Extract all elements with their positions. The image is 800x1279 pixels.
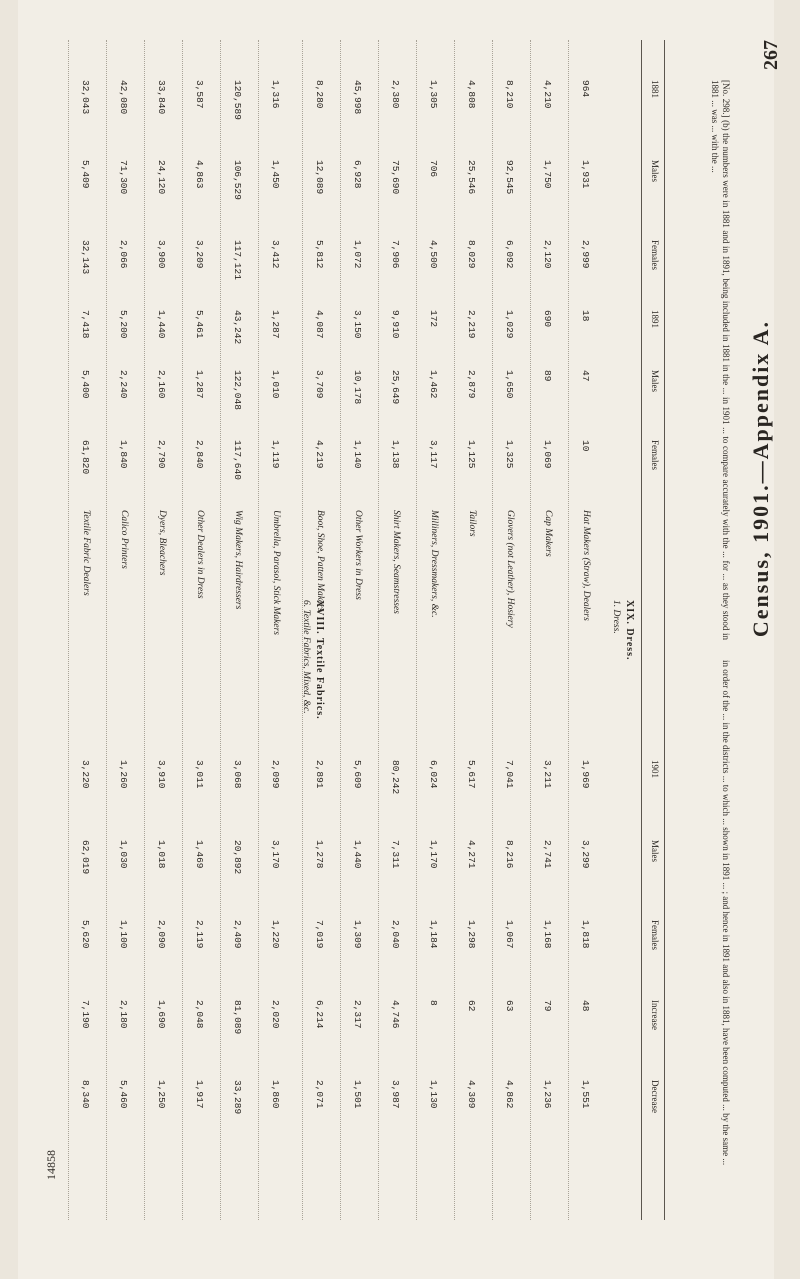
column-header: Females xyxy=(650,240,660,270)
row-label: Umbrella, Parasol, Stick Makers xyxy=(271,510,281,635)
table-cell: 3,709 xyxy=(314,370,325,399)
table-cell: 4,210 xyxy=(542,80,553,109)
table-cell: 6,928 xyxy=(352,160,363,189)
row-label: Tailors xyxy=(467,510,477,537)
table-cell: 690 xyxy=(542,310,553,328)
table-cell: 8,340 xyxy=(80,1080,91,1109)
table-cell: 1,029 xyxy=(504,310,515,339)
row-label: Textile Fabric Dealers xyxy=(81,510,91,596)
table-cell: 5,617 xyxy=(466,760,477,789)
table-cell: 43,242 xyxy=(232,310,243,345)
row-divider xyxy=(530,40,531,1220)
subsection-title-textiles: 6. Textile Fabrics, Mixed, &c. xyxy=(301,600,311,714)
column-header: Males xyxy=(650,160,660,182)
table-cell: 2,380 xyxy=(390,80,401,109)
table-cell: 706 xyxy=(428,160,439,178)
row-divider xyxy=(144,40,145,1220)
footer-number: 14858 xyxy=(44,1150,58,1180)
column-header-row xyxy=(641,40,665,1220)
table-cell: 20,892 xyxy=(232,840,243,875)
table-cell: 63 xyxy=(504,1000,515,1012)
row-label: Glovers (not Leather), Hosiery xyxy=(505,510,515,628)
table-cell: 2,040 xyxy=(390,920,401,949)
row-label: Dyers, Bleachers xyxy=(157,510,167,576)
table-cell: 3,587 xyxy=(194,80,205,109)
table-cell: 1,440 xyxy=(156,310,167,339)
table-cell: 1,278 xyxy=(314,840,325,869)
table-cell: 2,219 xyxy=(466,310,477,339)
table-cell: 1,287 xyxy=(194,370,205,399)
table-cell: 1,309 xyxy=(352,920,363,949)
table-cell: 79 xyxy=(542,1000,553,1012)
table-cell: 1,125 xyxy=(466,440,477,469)
row-divider xyxy=(220,40,221,1220)
table-cell: 10,178 xyxy=(352,370,363,405)
table-cell: 8,280 xyxy=(314,80,325,109)
table-cell: 4,808 xyxy=(466,80,477,109)
table-cell: 81,089 xyxy=(232,1000,243,1035)
table-cell: 3,900 xyxy=(156,240,167,269)
row-divider xyxy=(340,40,341,1220)
table-cell: 3,209 xyxy=(194,240,205,269)
table-cell: 1,840 xyxy=(118,440,129,469)
table-cell: 2,020 xyxy=(270,1000,281,1029)
column-header: Decrease xyxy=(650,1080,660,1113)
table-cell: 2,119 xyxy=(194,920,205,949)
table-cell: 3,117 xyxy=(428,440,439,469)
table-cell: 2,790 xyxy=(156,440,167,469)
table-cell: 6,024 xyxy=(428,760,439,789)
right-margin xyxy=(774,0,800,1279)
table-cell: 9,910 xyxy=(390,310,401,339)
table-cell: 32,143 xyxy=(80,240,91,275)
table-cell: 1,072 xyxy=(352,240,363,269)
row-divider xyxy=(258,40,259,1220)
table-cell: 4,862 xyxy=(504,1080,515,1109)
left-margin xyxy=(0,0,18,1279)
table-cell: 4,500 xyxy=(428,240,439,269)
table-cell: 2,180 xyxy=(118,1000,129,1029)
row-label: Calico Printers xyxy=(119,510,129,569)
table-cell: 120,589 xyxy=(232,80,243,120)
table-cell: 2,999 xyxy=(580,240,591,269)
table-cell: 964 xyxy=(580,80,591,98)
table-cell: 5,400 xyxy=(80,370,91,399)
table-cell: 25,649 xyxy=(390,370,401,405)
row-divider xyxy=(182,40,183,1220)
table-cell: 12,089 xyxy=(314,160,325,195)
table-cell: 1,462 xyxy=(428,370,439,399)
table-cell: 1,119 xyxy=(270,440,281,469)
table-cell: 3,170 xyxy=(270,840,281,869)
table-cell: 1,260 xyxy=(118,760,129,789)
table-cell: 1,551 xyxy=(580,1080,591,1109)
row-label: Other Workers in Dress xyxy=(353,510,363,600)
table-cell: 7,190 xyxy=(80,1000,91,1029)
table-cell: 2,090 xyxy=(156,920,167,949)
row-divider xyxy=(68,40,69,1220)
table-cell: 6,092 xyxy=(504,240,515,269)
table-cell: 3,150 xyxy=(352,310,363,339)
table-cell: 1,305 xyxy=(428,80,439,109)
table-cell: 25,546 xyxy=(466,160,477,195)
page-number: 267 xyxy=(760,40,782,70)
page-title: Census, 1901.—Appendix A. xyxy=(748,320,773,638)
row-divider xyxy=(454,40,455,1220)
table-cell: 5,812 xyxy=(314,240,325,269)
table-cell: 48 xyxy=(580,1000,591,1012)
row-divider xyxy=(378,40,379,1220)
table-cell: 2,840 xyxy=(194,440,205,469)
row-label: Other Dealers in Dress xyxy=(195,510,205,599)
row-divider xyxy=(106,40,107,1220)
table-cell: 2,099 xyxy=(270,760,281,789)
table-cell: 92,545 xyxy=(504,160,515,195)
table-cell: 42,080 xyxy=(118,80,129,115)
table-cell: 1,170 xyxy=(428,840,439,869)
table-cell: 1,501 xyxy=(352,1080,363,1109)
table-cell: 1,010 xyxy=(270,370,281,399)
table-cell: 8,210 xyxy=(504,80,515,109)
table-cell: 2,066 xyxy=(118,240,129,269)
table-cell: 80,242 xyxy=(390,760,401,795)
table-cell: 75,690 xyxy=(390,160,401,195)
table-cell: 4,271 xyxy=(466,840,477,869)
table-cell: 2,409 xyxy=(232,920,243,949)
column-header: Females xyxy=(650,920,660,950)
table-cell: 1,250 xyxy=(156,1080,167,1109)
column-header: 1901 xyxy=(650,760,660,778)
column-header: Males xyxy=(650,840,660,862)
table-cell: 8,216 xyxy=(504,840,515,869)
table-cell: 1,450 xyxy=(270,160,281,189)
table-cell: 1,287 xyxy=(270,310,281,339)
row-divider xyxy=(416,40,417,1220)
table-cell: 45,998 xyxy=(352,80,363,115)
table-cell: 1,030 xyxy=(118,840,129,869)
table-cell: 3,211 xyxy=(542,760,553,789)
row-divider xyxy=(492,40,493,1220)
rotated-table xyxy=(55,40,735,1220)
table-cell: 7,906 xyxy=(390,240,401,269)
table-cell: 1,298 xyxy=(466,920,477,949)
table-cell: 1,818 xyxy=(580,920,591,949)
row-label: Cap Makers xyxy=(543,510,553,557)
table-cell: 117,121 xyxy=(232,240,243,280)
row-label: Shirt Makers, Seamstresses xyxy=(391,510,401,614)
row-label: Wig Makers, Hairdressers xyxy=(233,510,243,610)
table-cell: 7,311 xyxy=(390,840,401,869)
table-cell: 1,860 xyxy=(270,1080,281,1109)
table-cell: 1,067 xyxy=(504,920,515,949)
table-cell: 1,969 xyxy=(580,760,591,789)
section-title-textiles: XVIII. Textile Fabrics. xyxy=(314,600,325,720)
row-label: Hat Makers (Straw), Dealers xyxy=(581,510,591,621)
table-cell: 3,011 xyxy=(194,760,205,789)
table-cell: 2,071 xyxy=(314,1080,325,1109)
table-cell: 5,620 xyxy=(80,920,91,949)
table-cell: 106,529 xyxy=(232,160,243,200)
subsection-title-dress: 1. Dress. xyxy=(611,600,621,634)
table-cell: 2,120 xyxy=(542,240,553,269)
table-cell: 62 xyxy=(466,1000,477,1012)
table-cell: 1,316 xyxy=(270,80,281,109)
table-cell: 8 xyxy=(428,1000,439,1006)
table-cell: 2,048 xyxy=(194,1000,205,1029)
table-cell: 61,820 xyxy=(80,440,91,475)
table-cell: 4,863 xyxy=(194,160,205,189)
row-label: Boot, Shoe, Patten Makers xyxy=(315,510,325,612)
table-cell: 2,891 xyxy=(314,760,325,789)
table-cell: 1,236 xyxy=(542,1080,553,1109)
table-cell: 3,220 xyxy=(80,760,91,789)
table-cell: 33,289 xyxy=(232,1080,243,1115)
table-cell: 4,746 xyxy=(390,1000,401,1029)
table-cell: 117,640 xyxy=(232,440,243,480)
intro-note-left: [No. 298.] (b) the numbers were in 1881 and in 1891, being included in 1881 in the ... in 1901 ... to compare accurately with the ... for ... as they stood in 1881 ... was ... with the ... xyxy=(710,80,731,640)
table-cell: 89 xyxy=(542,370,553,382)
table-cell: 1,469 xyxy=(194,840,205,869)
table-cell: 3,412 xyxy=(270,240,281,269)
table-cell: 1,931 xyxy=(580,160,591,189)
table-cell: 122,048 xyxy=(232,370,243,410)
table-cell: 33,840 xyxy=(156,80,167,115)
table-cell: 5,409 xyxy=(80,160,91,189)
column-header: Males xyxy=(650,370,660,392)
table-cell: 3,068 xyxy=(232,760,243,789)
table-cell: 7,041 xyxy=(504,760,515,789)
intro-note-right: in order of the ... in the districts ... to which ... shown in 1891 ... ; and hence in 1891 and also in 1881, have been computed ... by the same ... xyxy=(721,660,731,1166)
table-cell: 1,018 xyxy=(156,840,167,869)
table-cell: 1,168 xyxy=(542,920,553,949)
table-cell: 2,879 xyxy=(466,370,477,399)
table-cell: 172 xyxy=(428,310,439,328)
table-cell: 6,214 xyxy=(314,1000,325,1029)
table-cell: 3,910 xyxy=(156,760,167,789)
table-cell: 1,750 xyxy=(542,160,553,189)
table-cell: 4,309 xyxy=(466,1080,477,1109)
table-cell: 5,460 xyxy=(118,1080,129,1109)
column-header: Increase xyxy=(650,1000,660,1030)
column-header: 1891 xyxy=(650,310,660,328)
table-cell: 2,160 xyxy=(156,370,167,399)
table-cell: 2,741 xyxy=(542,840,553,869)
table-cell: 5,461 xyxy=(194,310,205,339)
table-cell: 10 xyxy=(580,440,591,452)
table-cell: 7,019 xyxy=(314,920,325,949)
table-cell: 1,220 xyxy=(270,920,281,949)
table-cell: 1,140 xyxy=(352,440,363,469)
table-cell: 1,917 xyxy=(194,1080,205,1109)
table-cell: 1,184 xyxy=(428,920,439,949)
table-cell: 1,325 xyxy=(504,440,515,469)
table-cell: 2,240 xyxy=(118,370,129,399)
table-cell: 5,609 xyxy=(352,760,363,789)
table-cell: 1,130 xyxy=(428,1080,439,1109)
column-header: Females xyxy=(650,440,660,470)
table-cell: 18 xyxy=(580,310,591,322)
table-cell: 1,138 xyxy=(390,440,401,469)
table-cell: 1,690 xyxy=(156,1000,167,1029)
table-cell: 32,043 xyxy=(80,80,91,115)
table-cell: 5,200 xyxy=(118,310,129,339)
table-cell: 7,418 xyxy=(80,310,91,339)
table-cell: 62,019 xyxy=(80,840,91,875)
table-cell: 1,069 xyxy=(542,440,553,469)
table-cell: 1,650 xyxy=(504,370,515,399)
table-cell: 1,440 xyxy=(352,840,363,869)
table-cell: 1,100 xyxy=(118,920,129,949)
table-cell: 47 xyxy=(580,370,591,382)
row-divider xyxy=(302,40,303,1220)
table-cell: 71,300 xyxy=(118,160,129,195)
table-cell: 3,987 xyxy=(390,1080,401,1109)
section-title-dress: XIX. Dress. xyxy=(624,600,635,661)
table-cell: 4,219 xyxy=(314,440,325,469)
table-cell: 24,120 xyxy=(156,160,167,195)
table-cell: 2,317 xyxy=(352,1000,363,1029)
row-label: Milliners, Dressmakers, &c. xyxy=(429,510,439,618)
table-cell: 3,299 xyxy=(580,840,591,869)
table-cell: 8,029 xyxy=(466,240,477,269)
column-header: 1881 xyxy=(650,80,660,98)
table-cell: 4,087 xyxy=(314,310,325,339)
row-divider xyxy=(568,40,569,1220)
